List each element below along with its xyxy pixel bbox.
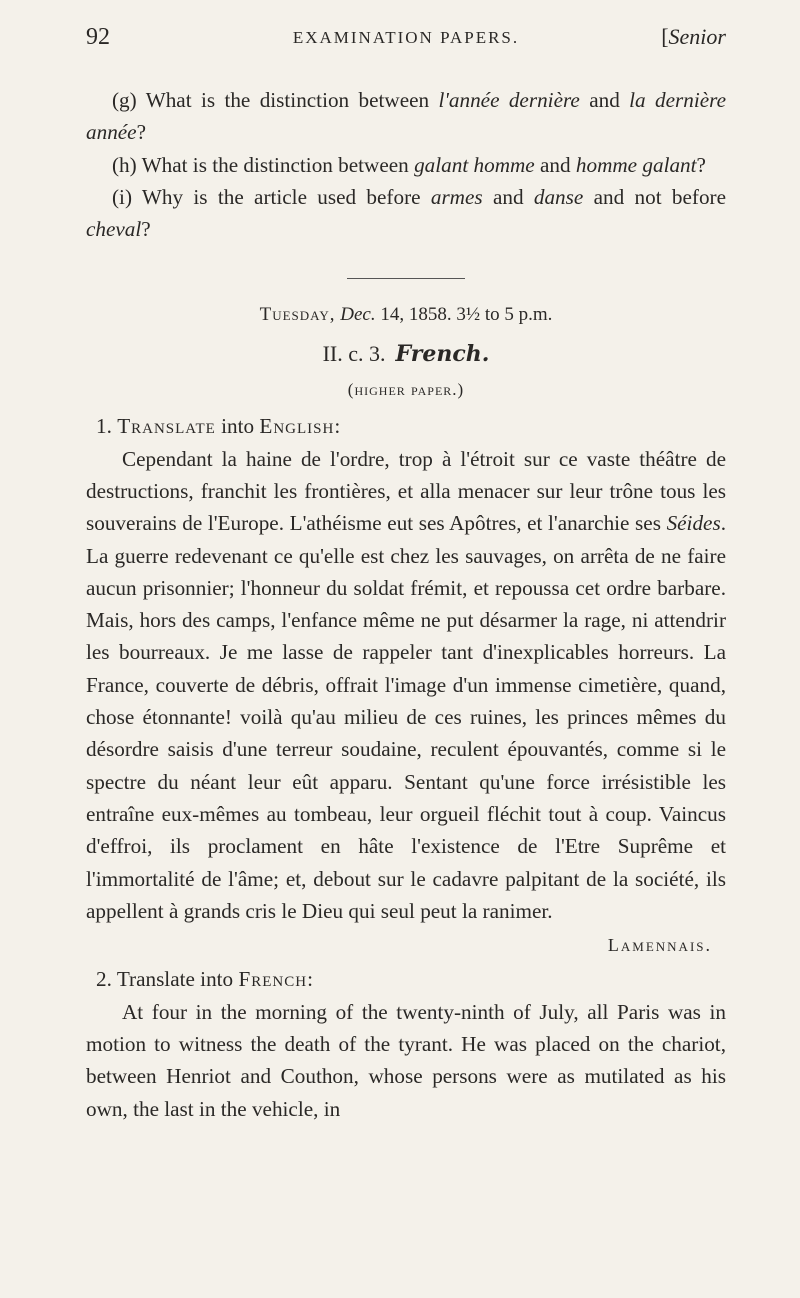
- running-title: EXAMINATION PAPERS.: [292, 28, 520, 47]
- page-header: [86, 24, 726, 58]
- page-body: [86, 84, 726, 1125]
- subject-blackletter: French.: [395, 340, 490, 367]
- question-i: (i) Why is the article used before armes and danse and not before cheval?: [86, 184, 726, 242]
- question-h: (h) What is the distinction between galant homme and homme galant?: [112, 152, 706, 177]
- passage-author: Lamennais.: [607, 935, 712, 956]
- task-1-passage: Cependant la haine de l'ordre, trop à l'étroit sur ce vaste théâtre de destructions, franchit les frontières, et alla menacer sur leur trône tous les souverains de l'Europe. L'athéisme eut ses Apôtres, et l'anarchie ses Séides. La guerre redevenant ce qu'elle est chez les sauvages, on arrêta de ne faire aucun prisonnier; l'honneur du soldat frémit, et repoussa cet ordre barbare. Mais, hors des camps, l'enfance même ne put désarmer la rage, ni attendrir les bourreaux. Je me lasse de rappeler tant d'inexplicables horreurs. La France, couverte de débris, offrait l'image d'un immense cimetière, quand, chose étonnante! voilà qu'au milieu de ces ruines, les princes mêmes du désordre saisis d'une terreur soudaine, reculent épouvantés, comme si le spectre du néant leur eût apparu. Sentant qu'une force irrésistible les entraîne eux-mêmes au tombeau, leur orgueil fléchit tout à coup. Vaincus d'effroi, ils proclament en hâte l'existence de l'Etre Suprême et l'immortalité de l'âme; et, debout sur le cadavre palpitant de la société, ils appellent à grands cris le Dieu qui seul peut la ranimer.: [86, 446, 726, 923]
- section-divider: [347, 278, 465, 279]
- question-g: (g) What is the distinction between l'année dernière and la dernière année?: [86, 88, 727, 145]
- task-2-passage: At four in the morning of the twenty-ninth of July, all Paris was in motion to witness the death of the tyrant. He was placed on the chariot, between Henriot and Couthon, whose persons were as mutilated as his own, the last in the vehicle, in: [86, 999, 726, 1121]
- task-2-heading: 2. Translate into French:: [96, 967, 313, 992]
- paper-subtitle: (higher paper.): [347, 380, 465, 400]
- exam-date: Tuesday, Dec. 14, 1858. 3½ to 5 p.m.: [259, 304, 553, 326]
- exam-title: II. c. 3. French.: [322, 340, 490, 367]
- page-number: 92: [86, 24, 110, 50]
- task-1-heading: 1. Translate into English:: [96, 414, 341, 439]
- section-label: [Senior: [661, 24, 726, 49]
